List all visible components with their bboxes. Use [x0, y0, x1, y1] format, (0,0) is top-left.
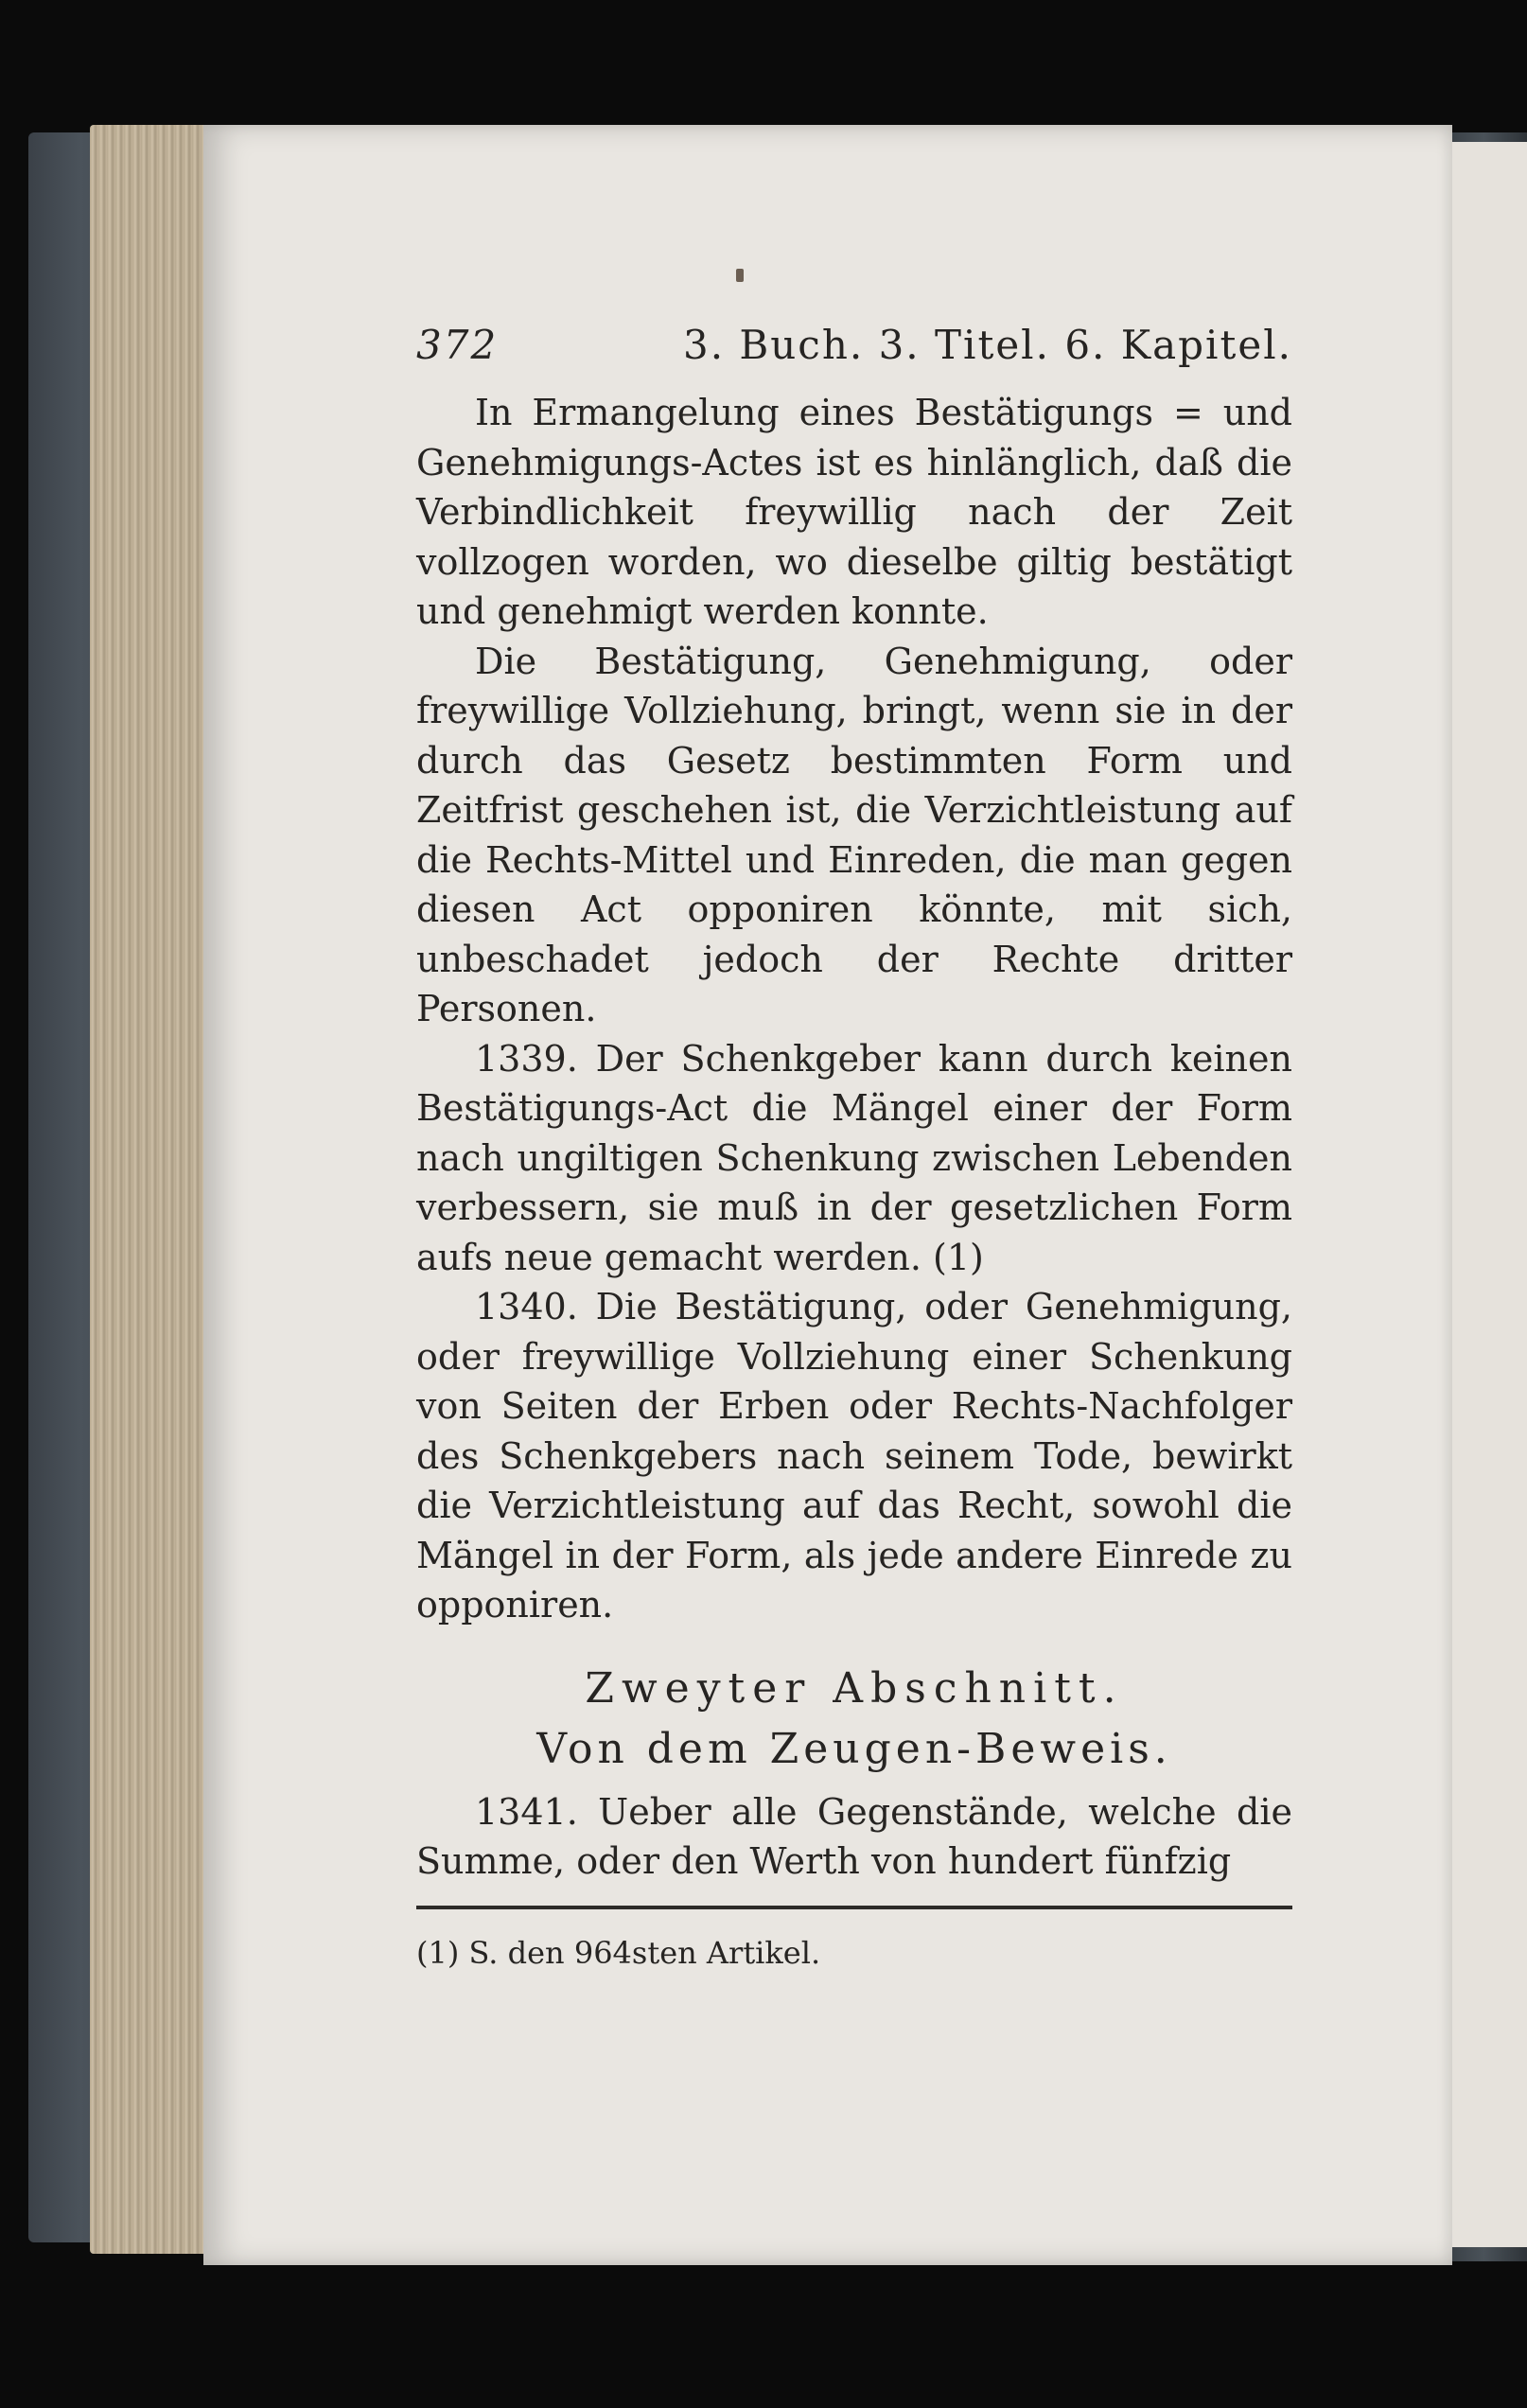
next-page-edge — [1452, 142, 1527, 2247]
paragraph-1: In Ermangelung eines Bestätigungs = und Genehmigungs-Actes ist es hinlänglich, daß die Verbindlichkeit freywillig nach der Zeit vollzogen worden, wo dieselbe giltig bestätigt und genehmigt werden konnte. — [416, 392, 1292, 632]
paragraph-3: 1339. Der Schenkgeber kann durch keinen Bestätigungs-Act die Mängel einer der Form nach ungiltigen Schenkung zwischen Lebenden verbessern, sie muß in der gesetzlichen Form aufs neue gemacht werden. (1) — [416, 1037, 1292, 1278]
footnote-rule — [416, 1906, 1292, 1909]
paragraph-2: Die Bestätigung, Genehmigung, oder freywillige Vollziehung, bringt, wenn sie in der durch das Gesetz bestimmten Form und Zeitfrist geschehen ist, die Verzichtleistung auf die Rechts-Mittel und Einreden, die man gegen diesen Act opponiren könnte, mit sich, unbeschadet jedoch der Rechte dritter Personen. — [416, 640, 1292, 1029]
ink-mark — [736, 269, 744, 282]
footnote: (1) S. den 964sten Artikel. — [416, 1934, 821, 1971]
page-header — [416, 322, 1292, 380]
section-subtitle: Von dem Zeugen-Beweis. — [536, 1724, 1172, 1773]
section-title: Zweyter Abschnitt. — [585, 1663, 1124, 1713]
running-head: 3. Buch. 3. Titel. 6. Kapitel. — [682, 322, 1292, 368]
page-number: 372 — [416, 322, 499, 368]
paragraph-5: 1341. Ueber alle Gegenstände, welche die Summe, oder den Werth von hundert fünfzig — [416, 1790, 1292, 1882]
page-text — [416, 322, 1292, 1972]
paragraph-4: 1340. Die Bestätigung, oder Genehmigung, oder freywillige Vollziehung einer Schenkung von Seiten der Erben oder Rechts-Nachfolger des Schenkgebers nach seinem Tode, bewirkt die Verzichtleistung auf das Recht, sowohl die Mängel in der Form, als jede andere Einrede zu opponiren. — [416, 1286, 1292, 1626]
